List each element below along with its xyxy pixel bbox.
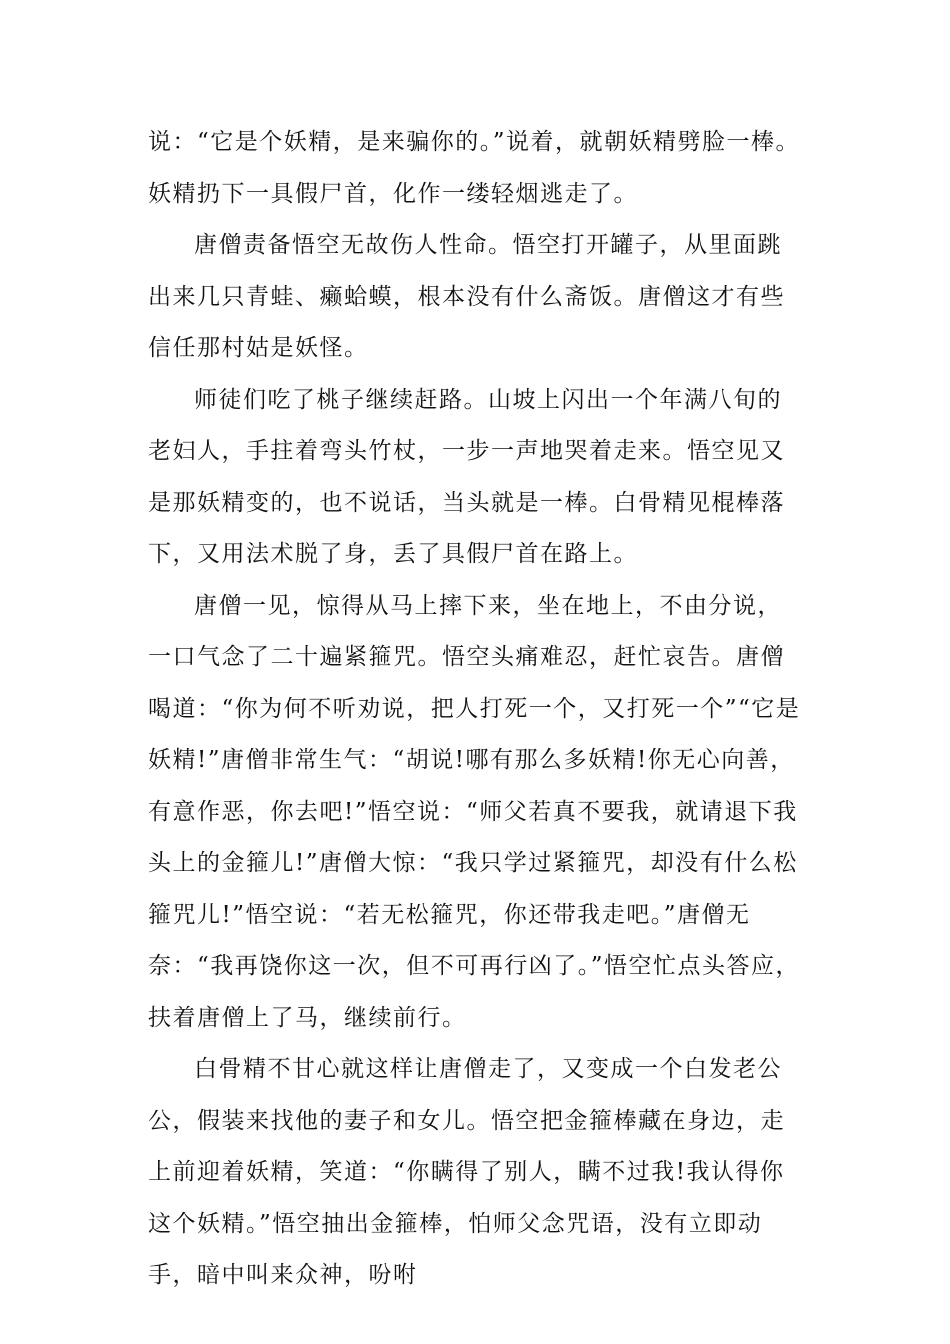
paragraph-1: 说：“它是个妖精，是来骗你的。”说着，就朝妖精劈脸一棒。妖精扔下一具假尸首，化作一缕轻烟逃走了。 xyxy=(148,129,801,207)
paragraph-3: 师徒们吃了桃子继续赶路。山坡上闪出一个年满八旬的老妇人，手拄着弯头竹杖，一步一声地哭着走来。悟空见又是那妖精变的，也不说话，当头就是一棒。白骨精见棍棒落下，又用法术脱了身，丢了具假尸首在路上。 xyxy=(148,386,785,567)
body-text xyxy=(148,117,804,1302)
paragraph-5: 白骨精不甘心就这样让唐僧走了，又变成一个白发老公公，假装来找他的妻子和女儿。悟空把金箍棒藏在身边，走上前迎着妖精，笑道：“你瞒得了别人，瞒不过我!我认得你这个妖精。”悟空抽出金箍棒，怕师父念咒语，没有立即动手，暗中叫来众神，吩咐 xyxy=(148,1056,785,1288)
paragraph-4: 唐僧一见，惊得从马上摔下来，坐在地上，不由分说，一口气念了二十遍紧箍咒。悟空头痛难忍，赶忙哀告。唐僧喝道：“你为何不听劝说，把人打死一个，又打死一个”“它是妖精!”唐僧非常生气：“胡说!哪有那么多妖精!你无心向善，有意作恶，你去吧!”悟空说：“师父若真不要我，就请退下我头上的金箍儿!”唐僧大惊：“我只学过紧箍咒，却没有什么松箍咒儿!”悟空说：“若无松箍咒，你还带我走吧。”唐僧无奈：“我再饶你这一次，但不可再行凶了。”悟空忙点头答应，扶着唐僧上了马，继续前行。 xyxy=(148,592,801,1031)
paragraph-2: 唐僧责备悟空无故伤人性命。悟空打开罐子，从里面跳出来几只青蛙、癞蛤蟆，根本没有什么斋饭。唐僧这才有些信任那村姑是妖怪。 xyxy=(148,232,785,361)
